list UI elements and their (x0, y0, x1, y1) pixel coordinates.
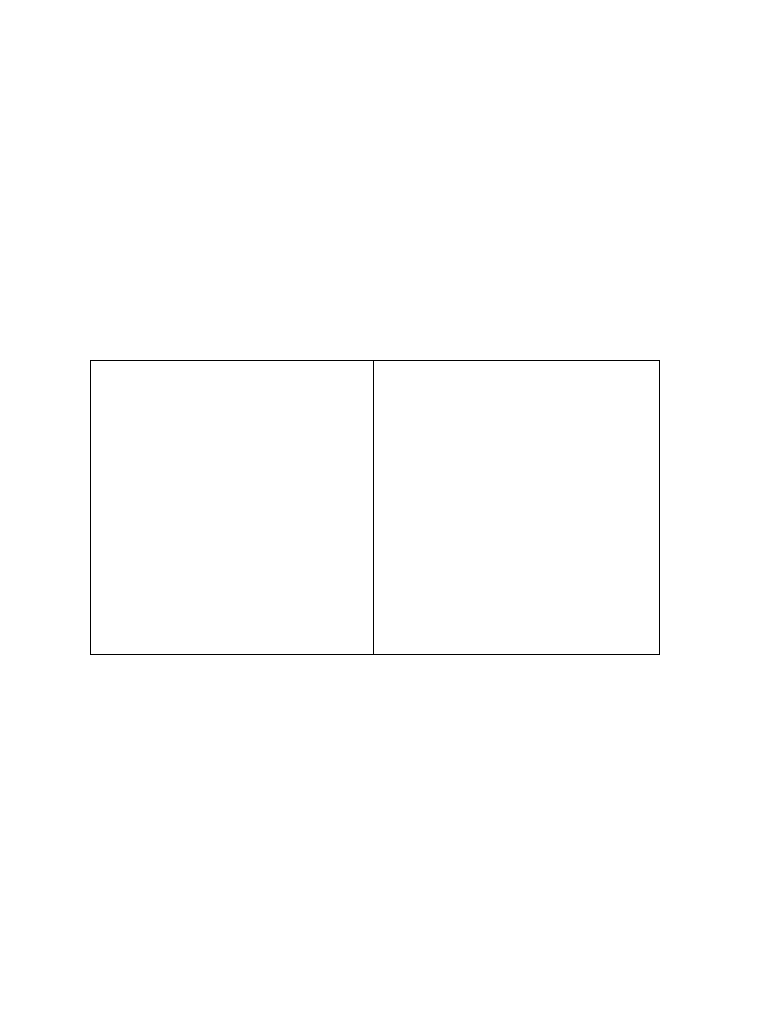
table-divider (373, 360, 374, 655)
smd-table (90, 360, 660, 655)
